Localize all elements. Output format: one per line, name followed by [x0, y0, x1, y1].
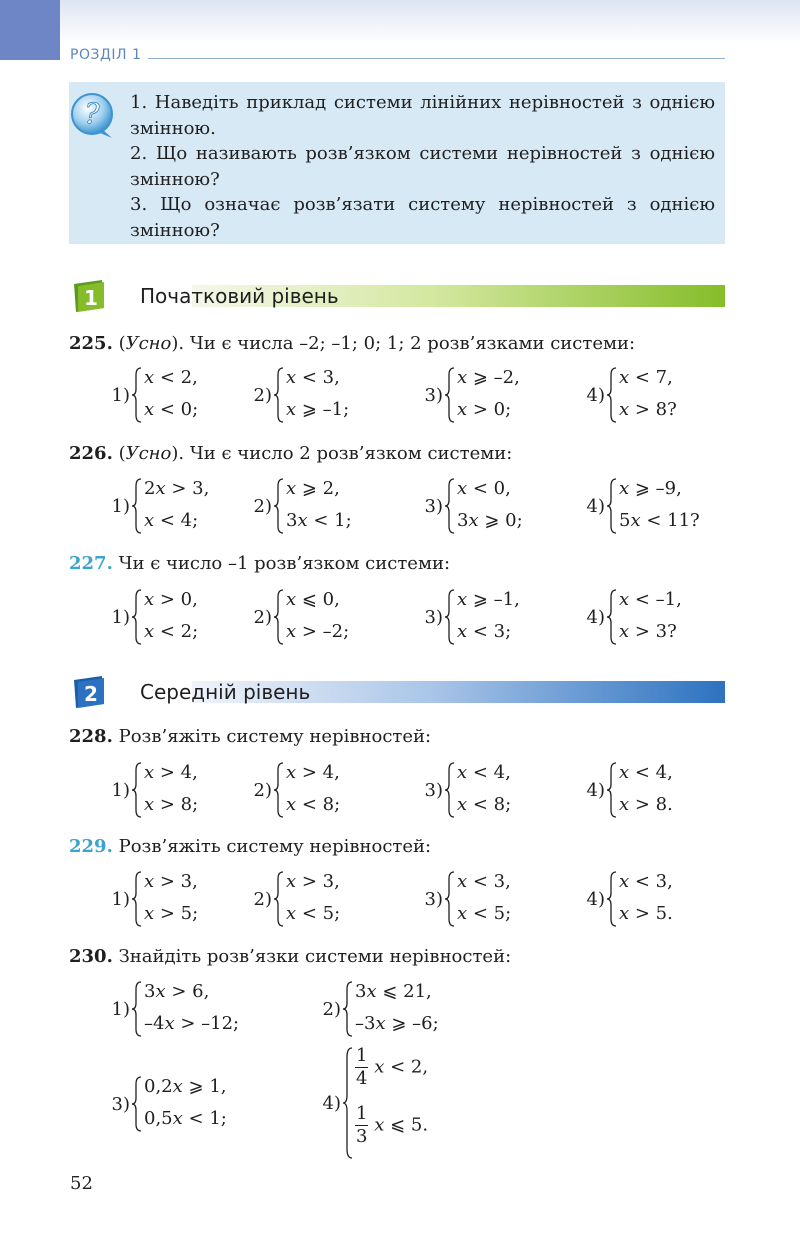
brace-icon — [343, 981, 353, 1037]
question-mark-icon — [70, 90, 118, 140]
review-questions — [130, 90, 715, 243]
chapter-label: РОЗДІЛ 1 — [70, 47, 142, 63]
brace-icon — [132, 367, 142, 423]
fraction: $\frac{1}{3}$ — [356, 1103, 368, 1147]
brace-icon — [132, 762, 142, 818]
problem-text: Знайдіть розв’язки системи нерівностей: — [118, 946, 512, 967]
problem-229 — [69, 836, 431, 857]
problem-number: 225. — [69, 333, 113, 354]
problem-number: 227. — [69, 553, 113, 574]
brace-icon — [445, 478, 455, 534]
brace-icon — [607, 478, 617, 534]
brace-icon — [607, 762, 617, 818]
problem-226: 226. (Усно). Чи є число 2 розв’язком системи: — [69, 443, 513, 464]
oral-hint: Усно — [125, 333, 172, 354]
oral-hint: Усно — [125, 443, 172, 464]
brace-icon — [132, 1076, 142, 1132]
brace-icon — [274, 762, 284, 818]
question-1: 1. Наведіть приклад системи лінійних нерівностей з однією змінною. — [130, 92, 715, 139]
level-2-badge-icon — [70, 674, 106, 710]
brace-icon — [132, 871, 142, 927]
question-2: 2. Що називають розв’язком системи нерівностей з однією змінною? — [130, 143, 715, 190]
brace-icon — [607, 589, 617, 645]
brace-icon — [274, 589, 284, 645]
header-band — [60, 0, 800, 44]
brace-icon — [274, 367, 284, 423]
problem-225: 225. (Усно). Чи є числа –2; –1; 0; 1; 2 розв’язками системи: — [69, 333, 636, 354]
problem-text: . Чи є число 2 розв’язком системи: — [178, 443, 513, 464]
problem-number: 226. — [69, 443, 113, 464]
level-1-title: Початковий рівень — [140, 284, 339, 308]
level-2-title: Середній рівень — [140, 680, 311, 704]
brace-icon — [607, 367, 617, 423]
corner-tab — [0, 0, 60, 60]
problem-228 — [69, 726, 431, 747]
svg-text:?: ? — [84, 97, 100, 130]
question-3: 3. Що означає розв’язати систему нерівностей з однією змінною? — [130, 194, 715, 241]
problem-text: . Чи є числа –2; –1; 0; 1; 2 розв’язками системи: — [178, 333, 636, 354]
problem-number: 228. — [69, 726, 113, 747]
svg-text:2: 2 — [84, 682, 98, 706]
header-rule — [148, 58, 725, 59]
problem-number: 229. — [69, 836, 113, 857]
page-number: 52 — [70, 1173, 93, 1194]
brace-icon — [132, 478, 142, 534]
problem-230 — [69, 946, 511, 967]
problem-227 — [69, 553, 450, 574]
brace-icon — [132, 981, 142, 1037]
level-2-header — [70, 674, 725, 712]
brace-icon — [445, 367, 455, 423]
problem-number: 230. — [69, 946, 113, 967]
brace-icon — [274, 478, 284, 534]
brace-icon — [343, 1047, 353, 1159]
level-1-badge-icon — [70, 278, 106, 314]
brace-icon — [274, 871, 284, 927]
svg-text:1: 1 — [84, 286, 98, 310]
brace-icon — [445, 871, 455, 927]
fraction-line-1: $\frac{1}{4}$ x < 2, — [356, 1045, 429, 1089]
problem-text: Розв’яжіть систему нерівностей: — [118, 836, 432, 857]
level-1-header — [70, 278, 725, 316]
brace-icon — [445, 589, 455, 645]
brace-icon — [132, 589, 142, 645]
problem-text: Розв’яжіть систему нерівностей: — [118, 726, 432, 747]
fraction-line-2: $\frac{1}{3}$ x ⩽ 5. — [356, 1103, 429, 1147]
fraction: $\frac{1}{4}$ — [356, 1045, 368, 1089]
brace-icon — [607, 871, 617, 927]
problem-text: Чи є число –1 розв’язком системи: — [118, 553, 451, 574]
brace-icon — [445, 762, 455, 818]
